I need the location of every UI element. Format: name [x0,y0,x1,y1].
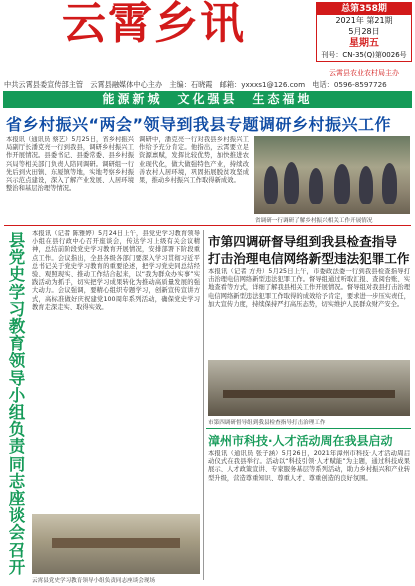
issue-date: 5月28日 [348,27,380,36]
issue-number: 2021年 第21期 [335,16,393,25]
lead-headline: 省乡村振兴“两会”领导到我县专题调研乡村振兴工作 [6,115,392,134]
vertical-headline: 县党史学习教育领导小组负责同志座谈会召开 [8,231,26,577]
lead-photo-caption: 省调研一行调研了解乡村振兴相关工作开展情况 [255,218,373,224]
publisher-row: 中共云霄县委宣传部主管 云霄县融媒体中心主办 主编：石晓霞 邮箱：yxxxs1@126.com 电话：0596-8597726 [4,80,387,89]
column-divider [203,230,204,580]
right-article-1-caption: 市第四调研督导组到我县检查指导打击治理工作 [208,420,326,426]
left-article-photo [32,514,200,574]
left-photo-caption: 云霄县党史学习教育领导小组负责同志座谈会现场 [32,578,156,584]
right-article-2-body: 本报讯（通讯员 张子涵）5月26日，2021年漳州市科技·人才活动周启动仪式在我县举行。活动以“科技引领·人才赋能”为主题，通过科技成果展示、人才政策宣讲、专家服务基层等系列活动，助力乡村振兴和产业转型升级，营造尊重知识、尊重人才、尊重创造的良好氛围。 [208,450,410,482]
left-article-body: 本报讯（记者 陈雅婷）5月24日上午，县党史学习教育领导小组在县行政中心召开座谈会，传达学习上级有关会议精神，总结前阶段党史学习教育开展情况，安排部署下阶段重点工作。会议指出，全县各级各部门要深入学习贯彻习近平总书记关于党史学习教育的重要论述，把学习党史同总结经验、观照现实、推动工作结合起来，以“我为群众办实事”实践活动为抓手，切实把学习成果转化为推动高质量发展的强大动力。会议强调，要精心组织专题学习，创新宣传宣讲方式，高标准做好庆祝建党100周年系列活动，确保党史学习教育走深走实、取得实效。 [32,230,200,311]
right-article-1-headline-2: 打击治理电信网络新型违法犯罪工作 [208,251,410,266]
section-divider [4,225,411,226]
masthead-subtitle: 云霄县农业农村局主办 [329,69,399,77]
right-article-2-headline: 漳州市科技·人才活动周在我县启动 [208,434,393,448]
cn-code: 刊号：CN-35(Q)第0026号 [321,51,407,59]
slogan-bar: 能源新城 文化强县 生态福地 [3,91,412,108]
right-divider [206,428,411,429]
lead-body-left: 本报讯（通讯员 蔡艺）5月25日，省乡村振兴局副厅长潘克亮一行到我县，调研乡村振兴工作开展情况。县委书记、县委常委、县乡村振兴局等相关部门负责人陪同调研。调研组一行先后到火田镇、东厦镇等地，实地考察乡村振兴示范点建设，深入了解产业发展、人居环境整治和基层治理等情况。 [6,136,134,193]
lead-body-right: 调研中，潘克亮一行对我县乡村振兴工作给予充分肯定。他指出，云霄要立足资源禀赋，发挥比较优势，加快推进农业现代化，做大做强特色产业，持续改善农村人居环境，巩固拓展脱贫攻坚成果，推动乡村振兴工作取得新成效。 [139,136,249,185]
lead-photo [254,136,410,214]
right-article-1-body: 本报讯（记者 方舟）5月25日上午，市委政法委一行到我县检查指导打击治理电信网络新型违法犯罪工作。督导组通过听取汇报、查阅台账、实地查看等方式，详细了解我县相关工作开展情况。督导组对我县打击治理电信网络新型违法犯罪工作取得的成效给予肯定，要求进一步压实责任，加大宣传力度，持续保持严打高压态势，切实维护人民群众财产安全。 [208,268,410,308]
masthead-title: 云霄乡讯 [62,0,246,49]
total-issue: 总第358期 [317,3,411,15]
right-article-1-headline-1: 市第四调研督导组到我县检查指导 [208,234,397,249]
right-article-1-photo [208,360,410,416]
issue-info-box [316,2,412,62]
issue-weekday: 星期五 [349,38,379,49]
